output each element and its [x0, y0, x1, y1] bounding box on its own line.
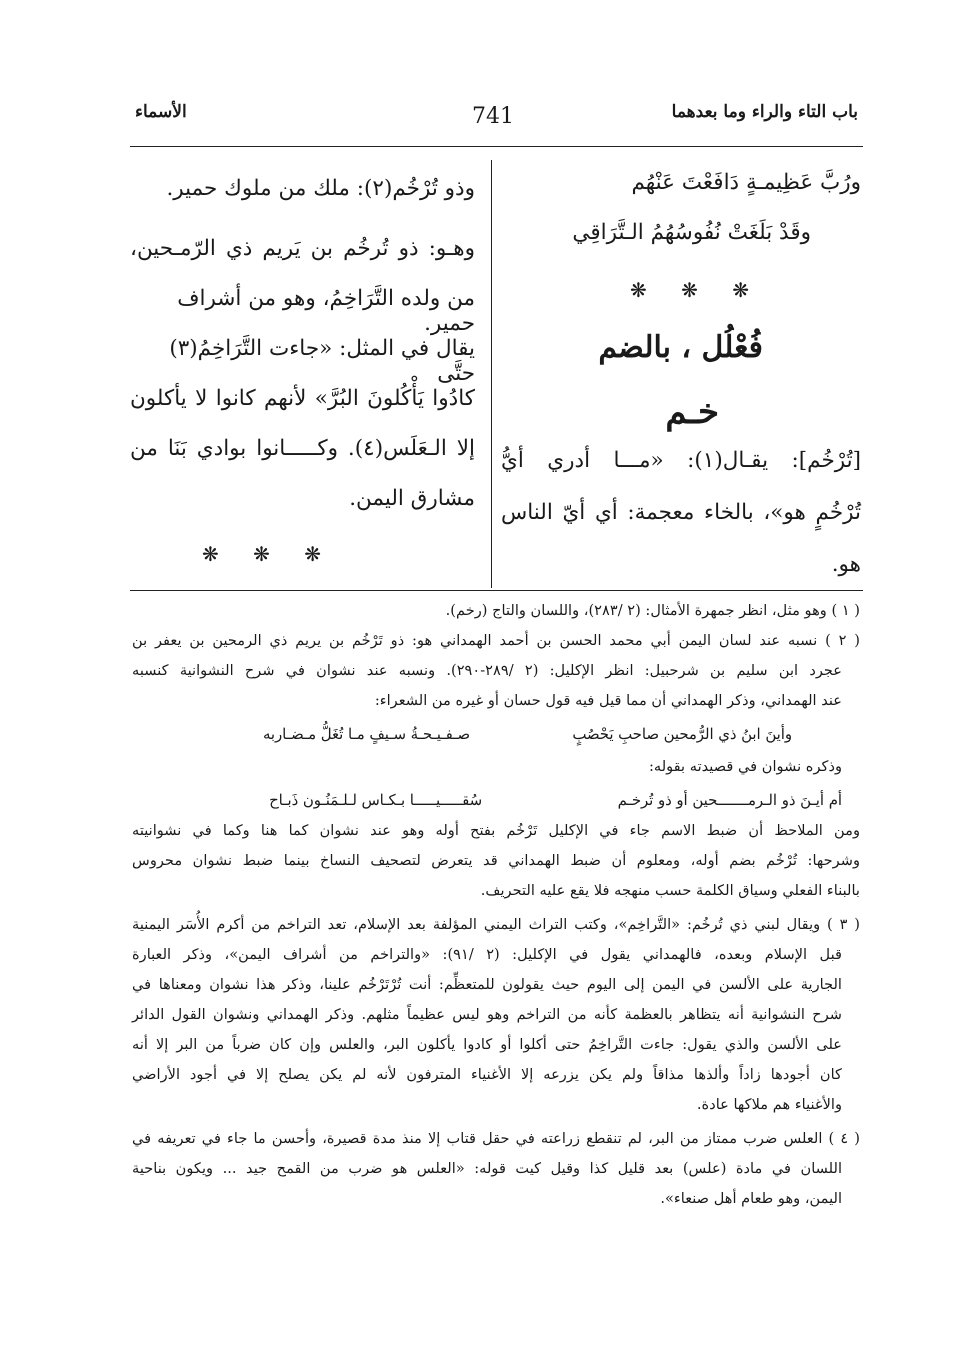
entry-text-line: وهـو: ذو تُرخُم بن يَريم ذي الرّمـحين،: [130, 236, 475, 261]
section-separator: ❋ ❋ ❋: [202, 542, 335, 566]
header-rule: [130, 146, 863, 147]
footnote-2-line: عجرد ابن سليم بن شرحبيل: انظر الإكليل: (٢ /٢٨٩-٢٩٠). ونسبه عند نشوان في شرح النشوانية كنسبه: [132, 662, 842, 679]
column-divider: [491, 160, 492, 588]
entry-text-line: من ولده التَّرَاخِمُ، وهو من أشراف حمير.: [177, 286, 475, 336]
footnote-verse-hemistich: أم أيـنَ ذو الـرمـــــــحين أو ذو تُرخـم: [617, 792, 842, 809]
footnote-3-line: شرح النشوانية أنه يتظاهر بالعظمة كأنه من التراخم وهو ليس عظيماً مثلهم. وذكر الهمداني ونشوان القول الدائر: [132, 1006, 842, 1023]
root-heading: خـم: [665, 392, 719, 432]
footnote-2-line: وشرحها: تُرْخُم بضم أوله، ومعلوم أن ضبط الهمداني قد يتعرض لتصحيف النساخ بينما ضبط نشوان محروس: [132, 852, 860, 869]
footnote-2-line: ومن الملاحظ أن ضبط الاسم جاء في الإكليل تَرْخُم بفتح أوله وهو عند نشوان كما هنا وكما في نشوانيته: [132, 822, 860, 839]
footnote-4: ( ٤ ) العلس ضرب ممتاز من البر، لم تنقطع زراعته في حقل قتاب إلا منذ مدة قصيرة، وأحسن ما جاء في تعريفه في: [132, 1130, 860, 1147]
entry-text-line: إلا الـعَلَس(٤). وكـــــانوا بوادي بَنَا من: [130, 436, 475, 461]
verse-line-2: وقَدْ بَلَغَتْ نُفُوسُهُمُ الـتَّرَاقِي: [572, 220, 811, 245]
footnote-3: ( ٣ ) ويقال لبني ذي تُرخُم: «التَّراخِم»، وكتب التراث اليمني المؤلفة بعد الإسلام، تعد التراخم من أكرم الأُسَر اليمنية: [132, 916, 860, 933]
left-column: [130, 160, 475, 590]
entry-text-line: هو.: [831, 552, 861, 577]
footnote-3-line: والأغنياء هم ملاكها عادة.: [696, 1096, 842, 1113]
footnote-2-line: وذكره نشوان في قصيدته بقوله:: [648, 758, 842, 775]
footnote-1: ( ١ ) وهو مثل، انظر جمهرة الأمثال: (٢ /٢٨٣)، واللسان والتاج (رخم).: [445, 602, 860, 619]
entry-text-line: وذو تُرْخُم(٢): ملك من ملوك حمير.: [166, 176, 475, 201]
section-separator: ❋ ❋ ❋: [630, 278, 763, 302]
footnote-4-line: اللسان في مادة (علس) بعد قليل كذا وقيل كيت قوله: «العلس هو ضرب من القمح جيد ... ويكون بناحية: [132, 1160, 842, 1177]
footnote-verse-hemistich: وأينَ ابنُ ذي الرُّمحين صاحبِ يَحْصُبٍ: [572, 726, 792, 743]
footnote-2: ( ٢ ) نسبه عند لسان اليمن أبي محمد الحسن بن أحمد الهمداني هو: ذو تَرْخُم بن يريم ذي الرمحين بن يعفر بن: [132, 632, 860, 649]
entry-text-line: مشارق اليمن.: [349, 486, 475, 511]
entry-text-line: تُرْخُمٍ هو»، بالخاء معجمة: أي أيّ الناس: [501, 500, 861, 525]
footnote-2-line: بالبناء الفعلي وسياق الكلمة حسب منهجه فلا يقع عليه التحريف.: [480, 882, 860, 899]
pattern-heading: فُعْلُل ، بالضم: [598, 330, 763, 365]
footnote-4-line: اليمن، وهو طعام أهل صنعاء».: [660, 1190, 842, 1207]
footnote-2-line: عند الهمداني، وذكر الهمداني أن مما قيل فيه قول حسان أو غيره من الشعراء:: [374, 692, 842, 709]
running-header-title: الأسماء: [135, 102, 187, 122]
verse-line-1: ورُبَّ عَظِيمـةٍ دَافَعْتَ عَنْهُم: [631, 170, 861, 195]
footnote-3-line: كان أجودها زاداً وألذها مذاقاً ولم يكن يزرعه إلا الأغنياء المترفون لأنه لم يكن يصلح إلا في أجود الأراضي: [132, 1066, 842, 1083]
footnote-3-line: الجارية على الألسن في اليمن إلى اليوم حيث يقولون للمتعظِّم: أنت تُرْتَرْخُم علينا، وذكر هذا نشوان ومعناها في: [132, 976, 842, 993]
footnote-verse-hemistich: صـفـيـحـةُ سـيفٍ مـا تُغَلُّ مـضـاربه: [262, 726, 470, 743]
entry-text-line: [تُرْخُم]: يقـال(١): «مـــا أدري أيُّ: [501, 448, 861, 473]
right-column: [501, 160, 861, 590]
footnote-verse-hemistich: سُقـــــيـــــا بـكـاس لـلـمَنُـون ذَبـاح: [269, 792, 482, 809]
footnotes: [132, 598, 860, 1248]
footnote-3-line: على الألسن والذي يقول: جاءت التَّراخِمُ حتى أكلوا أو كادوا يأكلون البر، والعلس وإن كان ضرباً من البر إلا أنه: [132, 1036, 842, 1053]
entry-text-line: يقال في المثل: «جاءت التَّرَاخِمُ(٣) حتَّى: [169, 336, 475, 386]
page-number: 741: [472, 104, 514, 129]
footnote-rule: [130, 590, 863, 591]
entry-text-line: كادُوا يَأْكُلونَ البُرَّ» لأنهم كانوا لا يأكلون: [130, 386, 475, 411]
running-header-section: باب التاء والراء وما بعدهما: [671, 102, 858, 122]
footnote-3-line: قبل الإسلام وبعده، فالهمداني يقول في الإكليل: (٢ /٩١): «والتراخم من أشراف اليمن»، وذكر العبارة: [132, 946, 842, 963]
